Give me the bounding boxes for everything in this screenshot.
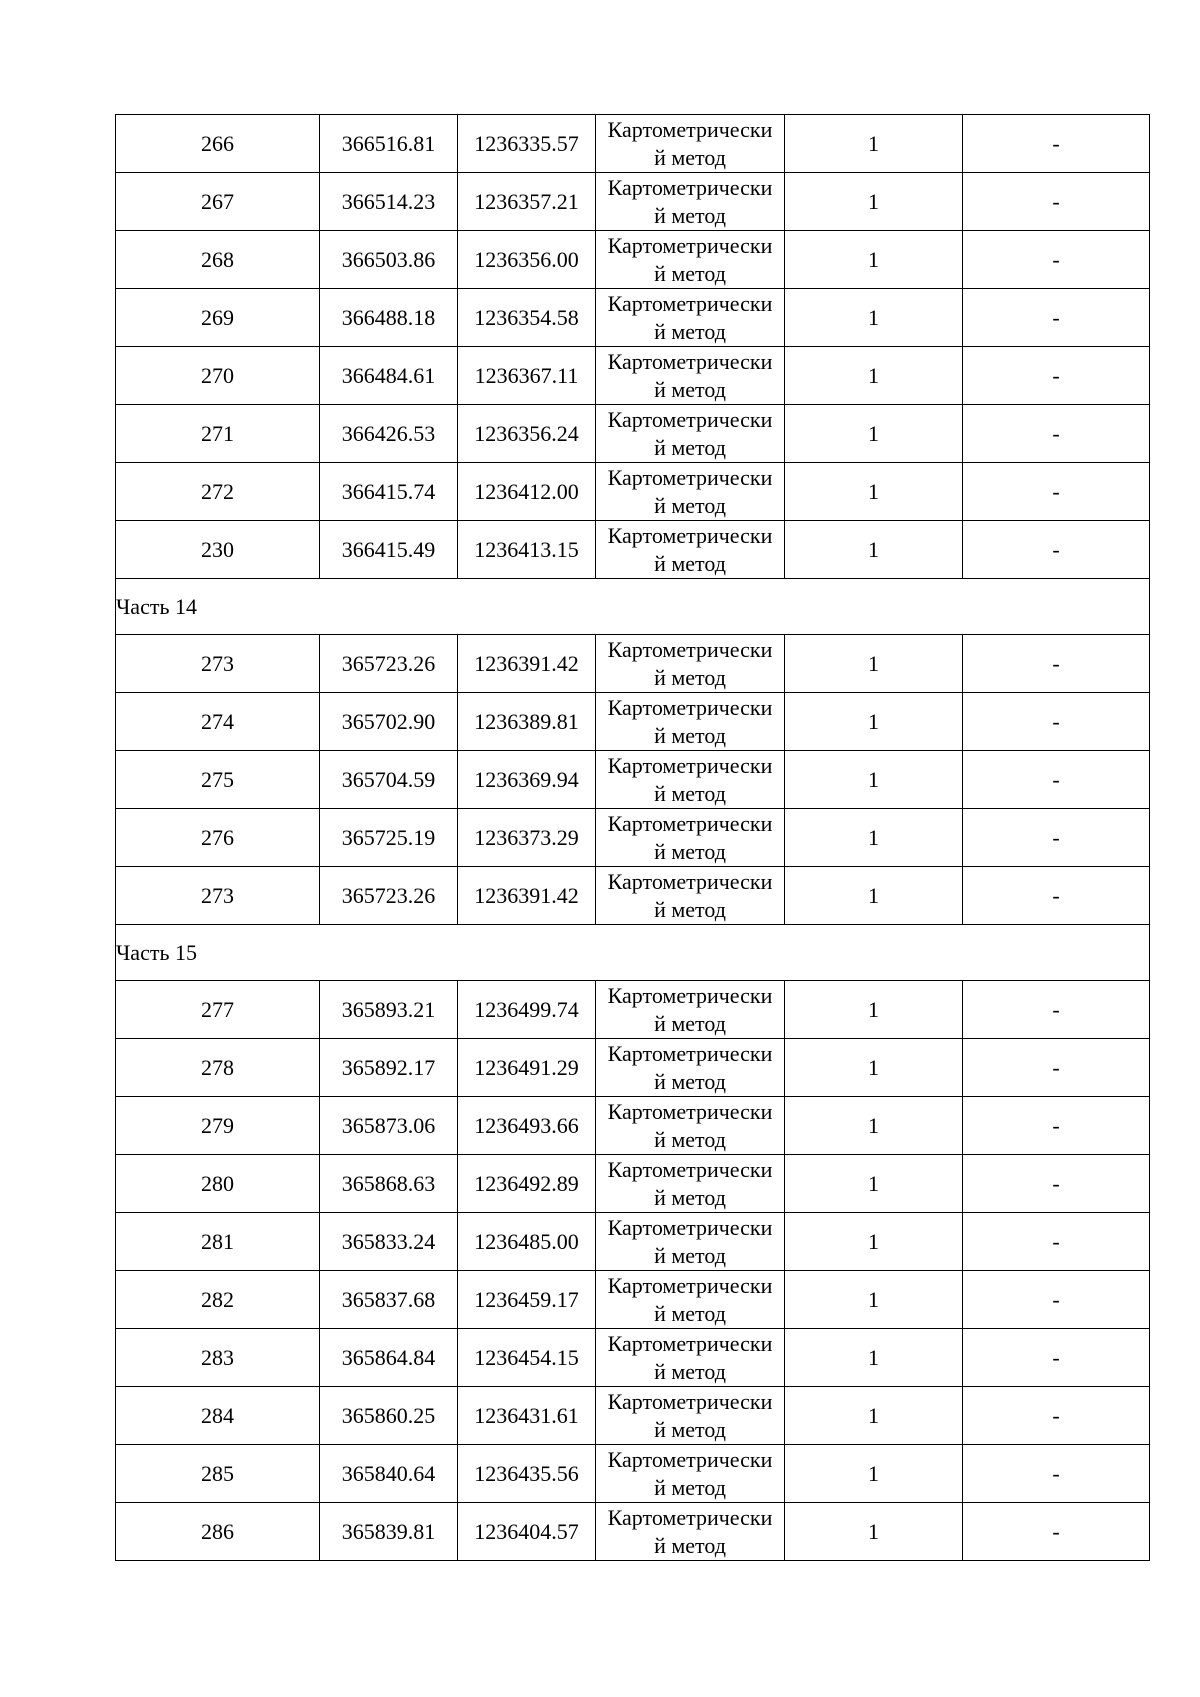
table-row [116, 521, 1150, 579]
method-cell [596, 981, 785, 1039]
accuracy-cell: 1 [785, 809, 963, 867]
method-text-line2: й метод [654, 1069, 726, 1094]
method-text-line1: Картометрически [607, 1331, 773, 1356]
point-number-cell: 275 [116, 751, 320, 809]
x-coordinate-cell: 366503.86 [320, 231, 458, 289]
note-cell: - [963, 751, 1150, 809]
y-coordinate-cell: 1236391.42 [458, 635, 596, 693]
method-text-line2: й метод [654, 1011, 726, 1036]
method-text-line2: й метод [654, 145, 726, 170]
y-coordinate-cell: 1236493.66 [458, 1097, 596, 1155]
x-coordinate-cell: 365860.25 [320, 1387, 458, 1445]
method-text-line2: й метод [654, 665, 726, 690]
method-text-line1: Картометрически [607, 349, 773, 374]
method-cell [596, 867, 785, 925]
method-text-line2: й метод [654, 1359, 726, 1384]
point-number-cell: 273 [116, 635, 320, 693]
y-coordinate-cell: 1236499.74 [458, 981, 596, 1039]
x-coordinate-cell: 365723.26 [320, 867, 458, 925]
method-cell [596, 635, 785, 693]
point-number-cell: 272 [116, 463, 320, 521]
y-coordinate-cell: 1236413.15 [458, 521, 596, 579]
accuracy-cell: 1 [785, 1155, 963, 1213]
accuracy-cell: 1 [785, 981, 963, 1039]
y-coordinate-cell: 1236431.61 [458, 1387, 596, 1445]
method-text-line2: й метод [654, 1301, 726, 1326]
point-number-cell: 271 [116, 405, 320, 463]
table-row [116, 1387, 1150, 1445]
method-text-line1: Картометрически [607, 523, 773, 548]
x-coordinate-cell: 365893.21 [320, 981, 458, 1039]
method-text-line1: Картометрически [607, 1041, 773, 1066]
method-cell [596, 289, 785, 347]
table-row [116, 635, 1150, 693]
accuracy-cell: 1 [785, 115, 963, 173]
method-cell [596, 521, 785, 579]
method-text-line1: Картометрически [607, 233, 773, 258]
y-coordinate-cell: 1236389.81 [458, 693, 596, 751]
method-cell [596, 1271, 785, 1329]
table-row [116, 1445, 1150, 1503]
table-row [116, 1155, 1150, 1213]
table-row [116, 1213, 1150, 1271]
method-cell [596, 463, 785, 521]
accuracy-cell: 1 [785, 289, 963, 347]
method-text-line1: Картометрически [607, 637, 773, 662]
method-cell [596, 1503, 785, 1561]
x-coordinate-cell: 366516.81 [320, 115, 458, 173]
x-coordinate-cell: 365837.68 [320, 1271, 458, 1329]
method-cell [596, 1155, 785, 1213]
x-coordinate-cell: 366415.74 [320, 463, 458, 521]
method-text-line2: й метод [654, 1243, 726, 1268]
point-number-cell: 286 [116, 1503, 320, 1561]
point-number-cell: 278 [116, 1039, 320, 1097]
x-coordinate-cell: 365702.90 [320, 693, 458, 751]
accuracy-cell: 1 [785, 1329, 963, 1387]
y-coordinate-cell: 1236412.00 [458, 463, 596, 521]
method-cell [596, 693, 785, 751]
table-row [116, 751, 1150, 809]
method-cell [596, 751, 785, 809]
method-cell [596, 1387, 785, 1445]
table-row [116, 289, 1150, 347]
x-coordinate-cell: 365840.64 [320, 1445, 458, 1503]
table-row [116, 1039, 1150, 1097]
method-text-line1: Картометрически [607, 695, 773, 720]
point-number-cell: 267 [116, 173, 320, 231]
method-cell [596, 1445, 785, 1503]
note-cell: - [963, 173, 1150, 231]
method-text-line1: Картометрически [607, 1447, 773, 1472]
table-row [116, 1271, 1150, 1329]
coordinates-table-body [116, 115, 1150, 1561]
accuracy-cell: 1 [785, 173, 963, 231]
x-coordinate-cell: 365873.06 [320, 1097, 458, 1155]
point-number-cell: 269 [116, 289, 320, 347]
method-text-line2: й метод [654, 435, 726, 460]
accuracy-cell: 1 [785, 751, 963, 809]
table-row [116, 115, 1150, 173]
note-cell: - [963, 115, 1150, 173]
table-row [116, 809, 1150, 867]
method-text-line1: Картометрически [607, 407, 773, 432]
x-coordinate-cell: 366488.18 [320, 289, 458, 347]
accuracy-cell: 1 [785, 1039, 963, 1097]
method-text-line2: й метод [654, 377, 726, 402]
accuracy-cell: 1 [785, 1387, 963, 1445]
coordinates-table [115, 114, 1150, 1561]
note-cell: - [963, 463, 1150, 521]
y-coordinate-cell: 1236356.24 [458, 405, 596, 463]
method-text-line2: й метод [654, 723, 726, 748]
note-cell: - [963, 1155, 1150, 1213]
point-number-cell: 276 [116, 809, 320, 867]
method-text-line1: Картометрически [607, 117, 773, 142]
note-cell: - [963, 1329, 1150, 1387]
x-coordinate-cell: 366514.23 [320, 173, 458, 231]
note-cell: - [963, 231, 1150, 289]
note-cell: - [963, 405, 1150, 463]
x-coordinate-cell: 365704.59 [320, 751, 458, 809]
method-text-line2: й метод [654, 1475, 726, 1500]
method-text-line1: Картометрически [607, 175, 773, 200]
accuracy-cell: 1 [785, 1097, 963, 1155]
y-coordinate-cell: 1236492.89 [458, 1155, 596, 1213]
y-coordinate-cell: 1236356.00 [458, 231, 596, 289]
accuracy-cell: 1 [785, 635, 963, 693]
table-row [116, 981, 1150, 1039]
table-row [116, 1503, 1150, 1561]
accuracy-cell: 1 [785, 231, 963, 289]
y-coordinate-cell: 1236404.57 [458, 1503, 596, 1561]
point-number-cell: 281 [116, 1213, 320, 1271]
note-cell: - [963, 1039, 1150, 1097]
section-label: Часть 15 [116, 925, 1150, 981]
accuracy-cell: 1 [785, 463, 963, 521]
method-text-line1: Картометрически [607, 1099, 773, 1124]
table-row [116, 231, 1150, 289]
method-text-line2: й метод [654, 203, 726, 228]
method-text-line2: й метод [654, 897, 726, 922]
y-coordinate-cell: 1236391.42 [458, 867, 596, 925]
accuracy-cell: 1 [785, 1445, 963, 1503]
method-cell [596, 405, 785, 463]
method-text-line2: й метод [654, 839, 726, 864]
y-coordinate-cell: 1236367.11 [458, 347, 596, 405]
x-coordinate-cell: 365725.19 [320, 809, 458, 867]
method-cell [596, 1329, 785, 1387]
method-text-line1: Картометрически [607, 753, 773, 778]
point-number-cell: 277 [116, 981, 320, 1039]
section-header-row [116, 579, 1150, 635]
note-cell: - [963, 867, 1150, 925]
table-row [116, 173, 1150, 231]
note-cell: - [963, 1387, 1150, 1445]
y-coordinate-cell: 1236435.56 [458, 1445, 596, 1503]
method-cell [596, 115, 785, 173]
table-row [116, 693, 1150, 751]
note-cell: - [963, 1213, 1150, 1271]
note-cell: - [963, 809, 1150, 867]
method-text-line1: Картометрически [607, 465, 773, 490]
note-cell: - [963, 635, 1150, 693]
point-number-cell: 266 [116, 115, 320, 173]
x-coordinate-cell: 366415.49 [320, 521, 458, 579]
y-coordinate-cell: 1236335.57 [458, 115, 596, 173]
method-text-line1: Картометрически [607, 869, 773, 894]
accuracy-cell: 1 [785, 347, 963, 405]
method-cell [596, 173, 785, 231]
accuracy-cell: 1 [785, 521, 963, 579]
point-number-cell: 279 [116, 1097, 320, 1155]
method-text-line1: Картометрически [607, 1157, 773, 1182]
accuracy-cell: 1 [785, 867, 963, 925]
method-cell [596, 231, 785, 289]
method-text-line2: й метод [654, 319, 726, 344]
point-number-cell: 280 [116, 1155, 320, 1213]
point-number-cell: 268 [116, 231, 320, 289]
point-number-cell: 285 [116, 1445, 320, 1503]
section-label: Часть 14 [116, 579, 1150, 635]
method-text-line2: й метод [654, 261, 726, 286]
x-coordinate-cell: 366484.61 [320, 347, 458, 405]
point-number-cell: 270 [116, 347, 320, 405]
x-coordinate-cell: 365833.24 [320, 1213, 458, 1271]
method-text-line1: Картометрически [607, 1389, 773, 1414]
method-text-line2: й метод [654, 781, 726, 806]
method-text-line1: Картометрически [607, 1215, 773, 1240]
method-text-line1: Картометрически [607, 811, 773, 836]
point-number-cell: 273 [116, 867, 320, 925]
y-coordinate-cell: 1236491.29 [458, 1039, 596, 1097]
accuracy-cell: 1 [785, 1271, 963, 1329]
method-cell [596, 1097, 785, 1155]
note-cell: - [963, 1503, 1150, 1561]
point-number-cell: 283 [116, 1329, 320, 1387]
method-text-line1: Картометрически [607, 291, 773, 316]
point-number-cell: 230 [116, 521, 320, 579]
method-text-line1: Картометрически [607, 1273, 773, 1298]
method-text-line1: Картометрически [607, 983, 773, 1008]
note-cell: - [963, 1271, 1150, 1329]
method-cell [596, 1213, 785, 1271]
note-cell: - [963, 521, 1150, 579]
note-cell: - [963, 1445, 1150, 1503]
point-number-cell: 282 [116, 1271, 320, 1329]
note-cell: - [963, 1097, 1150, 1155]
table-row [116, 1329, 1150, 1387]
accuracy-cell: 1 [785, 1503, 963, 1561]
y-coordinate-cell: 1236485.00 [458, 1213, 596, 1271]
table-row [116, 347, 1150, 405]
y-coordinate-cell: 1236454.15 [458, 1329, 596, 1387]
method-text-line2: й метод [654, 1417, 726, 1442]
y-coordinate-cell: 1236459.17 [458, 1271, 596, 1329]
point-number-cell: 274 [116, 693, 320, 751]
accuracy-cell: 1 [785, 1213, 963, 1271]
x-coordinate-cell: 365892.17 [320, 1039, 458, 1097]
note-cell: - [963, 981, 1150, 1039]
method-text-line2: й метод [654, 1533, 726, 1558]
note-cell: - [963, 289, 1150, 347]
accuracy-cell: 1 [785, 405, 963, 463]
method-cell [596, 1039, 785, 1097]
y-coordinate-cell: 1236357.21 [458, 173, 596, 231]
method-cell [596, 809, 785, 867]
method-text-line2: й метод [654, 1185, 726, 1210]
method-text-line1: Картометрически [607, 1505, 773, 1530]
method-cell [596, 347, 785, 405]
note-cell: - [963, 693, 1150, 751]
x-coordinate-cell: 365864.84 [320, 1329, 458, 1387]
method-text-line2: й метод [654, 1127, 726, 1152]
table-row [116, 405, 1150, 463]
method-text-line2: й метод [654, 551, 726, 576]
note-cell: - [963, 347, 1150, 405]
point-number-cell: 284 [116, 1387, 320, 1445]
x-coordinate-cell: 366426.53 [320, 405, 458, 463]
y-coordinate-cell: 1236354.58 [458, 289, 596, 347]
table-row [116, 867, 1150, 925]
y-coordinate-cell: 1236373.29 [458, 809, 596, 867]
x-coordinate-cell: 365839.81 [320, 1503, 458, 1561]
section-header-row [116, 925, 1150, 981]
table-row [116, 463, 1150, 521]
method-text-line2: й метод [654, 493, 726, 518]
x-coordinate-cell: 365723.26 [320, 635, 458, 693]
y-coordinate-cell: 1236369.94 [458, 751, 596, 809]
table-row [116, 1097, 1150, 1155]
x-coordinate-cell: 365868.63 [320, 1155, 458, 1213]
accuracy-cell: 1 [785, 693, 963, 751]
